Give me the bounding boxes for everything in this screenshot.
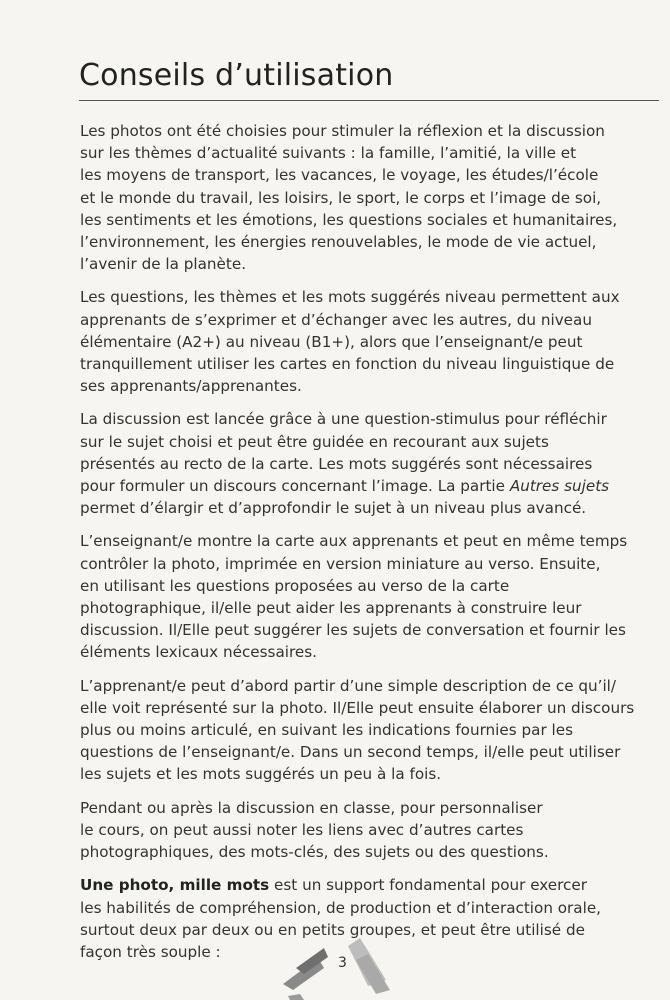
text-line: ses apprenants/apprenantes.: [80, 377, 302, 396]
product-name: Une photo, mille mots: [80, 876, 270, 895]
text-line: éléments lexicaux nécessaires.: [80, 643, 317, 662]
text-line: tranquillement utiliser les cartes en fonction du niveau linguistique de: [80, 355, 615, 374]
wheel-segment-icon: [288, 994, 304, 1000]
text-line: les moyens de transport, les vacances, le voyage, les études/l’école: [80, 166, 599, 185]
text-line: contrôler la photo, imprimée en version miniature au verso. Ensuite,: [80, 554, 601, 573]
text-line: apprenants de s’exprimer et d’échanger avec les autres, du niveau: [80, 310, 592, 329]
text-fragment: pour formuler un discours concernant l’image. La partie: [80, 477, 505, 496]
text-line: les habilités de compréhension, de production et d’interaction orale,: [80, 898, 602, 917]
text-line: plus ou moins articulé, en suivant les indications fournies par les: [80, 721, 573, 740]
text-line: photographiques, des mots-clés, des sujets ou des questions.: [80, 843, 549, 862]
text-line: Pendant ou après la discussion en classe, pour personnaliser: [80, 798, 543, 817]
text-line: L’enseignant/e montre la carte aux apprenants et peut en même temps: [80, 532, 628, 551]
text-line: le cours, on peut aussi noter les liens avec d’autres cartes: [80, 820, 524, 839]
text-line: questions de l’enseignant/e. Dans un second temps, il/elle peut utiliser: [80, 743, 621, 762]
text-line: discussion. Il/Elle peut suggérer les sujets de conversation et fournir les: [80, 621, 626, 640]
text-line: en utilisant les questions proposées au verso de la carte: [80, 576, 510, 595]
text-line: présentés au recto de la carte. Les mots suggérés sont nécessaires: [80, 454, 593, 473]
text-line: l’avenir de la planète.: [80, 255, 247, 274]
text-line: les sentiments et les émotions, les questions sociales et humanitaires,: [80, 210, 618, 229]
text-line: et le monde du travail, les loisirs, le sport, le corps et l’image de soi,: [80, 188, 602, 207]
text-line: façon très souple :: [80, 942, 221, 961]
text-fragment: est un support fondamental pour exercer: [269, 876, 587, 895]
page-number: 3: [338, 955, 347, 971]
text-line: photographique, il/elle peut aider les apprenants à construire leur: [80, 599, 582, 618]
text-line: les sujets et les mots suggérés un peu à la fois.: [80, 765, 442, 784]
text-line: permet d’élargir et d’approfondir le sujet à un niveau plus avancé.: [80, 499, 587, 518]
italic-term: Autres sujets: [509, 477, 610, 496]
text-line: Les questions, les thèmes et les mots suggérés niveau permettent aux: [80, 288, 620, 307]
text-line: sur le sujet choisi et peut être guidée en recourant aux sujets: [80, 432, 549, 451]
text-line: L’apprenant/e peut d’abord partir d’une simple description de ce qu’il/: [80, 676, 617, 695]
text-line: elle voit représenté sur la photo. Il/Elle peut ensuite élaborer un discours: [80, 698, 635, 717]
text-line: surtout deux par deux ou en petits groupes, et peut être utilisé de: [80, 920, 585, 939]
page-title: Conseils d’utilisation: [79, 58, 394, 93]
text-line: l’environnement, les énergies renouvelables, le mode de vie actuel,: [80, 233, 597, 252]
text-line: Les photos ont été choisies pour stimuler la réflexion et la discussion: [80, 122, 605, 140]
text-line: élémentaire (A2+) au niveau (B1+), alors que l’enseignant/e peut: [80, 332, 583, 351]
text-line: La discussion est lancée grâce à une question-stimulus pour réfléchir: [80, 410, 607, 429]
text-line: sur les thèmes d’actualité suivants : la famille, l’amitié, la ville et: [80, 144, 577, 163]
